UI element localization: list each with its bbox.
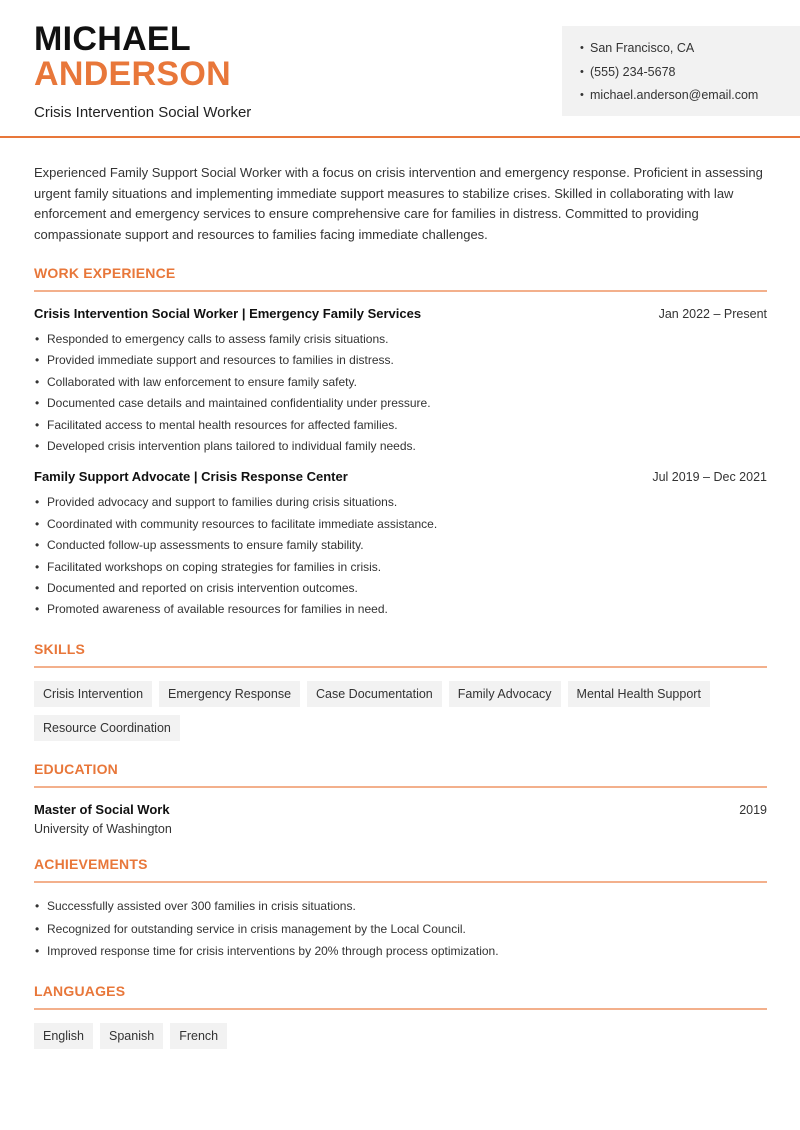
summary: Experienced Family Support Social Worker with a focus on crisis intervention and emergency response. Proficient in assessing urgent family situations and implementing immediate support measures to stabilize crises. Skilled in collaborating with law enforcement and emergency services to ensure comprehensive care for families in distress. Committed to providing compassionate support and resources to families facing immediate challenges. xyxy=(34,165,763,242)
resume-content xyxy=(34,163,767,1049)
skills-tags xyxy=(34,681,767,741)
job-bullet: • Promoted awareness of available resources for families in need. xyxy=(47,599,767,620)
section-title-education: EDUCATION xyxy=(34,761,767,788)
job-role: Family Support Advocate | Crisis Response Center xyxy=(34,469,348,485)
job-header xyxy=(34,469,767,484)
name-block xyxy=(34,22,251,121)
job-bullet: • Developed crisis intervention plans tailored to individual family needs. xyxy=(47,436,767,457)
job-bullet: • Responded to emergency calls to assess family crisis situations. xyxy=(47,329,767,350)
education-entry xyxy=(34,802,767,836)
job-bullets xyxy=(34,329,767,457)
achievement-bullet: • Recognized for outstanding service in crisis management by the Local Council. xyxy=(47,918,767,941)
skill-tag: Emergency Response xyxy=(159,681,300,707)
contact-phone xyxy=(580,64,800,88)
job-bullets xyxy=(34,492,767,620)
contact-email xyxy=(580,87,800,111)
phone-text: (555) 234-5678 xyxy=(590,64,676,79)
job-entry xyxy=(34,469,767,620)
skill-tag: Mental Health Support xyxy=(568,681,710,707)
email-text: michael.anderson@email.com xyxy=(590,88,759,102)
job-entry xyxy=(34,306,767,457)
contact-box xyxy=(562,26,800,116)
languages-section xyxy=(34,983,767,1049)
job-dates: Jan 2022 – Present xyxy=(658,307,767,321)
job-role: Crisis Intervention Social Worker | Emergency Family Services xyxy=(34,306,422,321)
contact-location xyxy=(580,40,800,64)
job-bullet: • Provided advocacy and support to families during crisis situations. xyxy=(47,492,767,513)
achievements-section xyxy=(34,856,767,963)
language-tag: French xyxy=(170,1023,227,1049)
bullet-icon: • xyxy=(580,65,584,78)
job-bullet: • Provided immediate support and resources to families in distress. xyxy=(47,350,767,371)
section-title-skills: SKILLS xyxy=(34,641,767,668)
job-bullet: • Facilitated workshops on coping strategies for families in crisis. xyxy=(47,557,767,578)
skill-tag: Crisis Intervention xyxy=(34,681,152,707)
first-name: MICHAEL xyxy=(34,20,191,58)
job-bullet: • Facilitated access to mental health resources for affected families. xyxy=(47,415,767,436)
section-title-achievements: ACHIEVEMENTS xyxy=(34,856,767,883)
skills-section xyxy=(34,641,767,741)
job-header xyxy=(34,306,767,321)
location-text: San Francisco, CA xyxy=(590,41,695,55)
achievement-bullets xyxy=(34,895,767,963)
language-tags xyxy=(34,1023,767,1049)
job-bullet: • Coordinated with community resources to facilitate immediate assistance. xyxy=(47,514,767,535)
resume-header xyxy=(0,0,800,138)
education-section xyxy=(34,761,767,836)
achievement-bullet: • Successfully assisted over 300 families in crisis situations. xyxy=(47,895,767,918)
job-bullet: • Documented case details and maintained confidentiality under pressure. xyxy=(47,393,767,414)
skill-tag: Resource Coordination xyxy=(34,715,180,741)
section-title-languages: LANGUAGES xyxy=(34,983,767,1010)
education-year: 2019 xyxy=(739,802,767,817)
language-tag: Spanish xyxy=(100,1023,163,1049)
achievement-bullet: • Improved response time for crisis interventions by 20% through process optimization. xyxy=(47,940,767,963)
section-title-work: WORK EXPERIENCE xyxy=(34,265,767,292)
bullet-icon: • xyxy=(580,42,584,54)
job-dates: Jul 2019 – Dec 2021 xyxy=(652,470,767,485)
job-bullet: • Collaborated with law enforcement to ensure family safety. xyxy=(47,372,767,393)
last-name: ANDERSON xyxy=(34,55,231,93)
education-school: University of Washington xyxy=(34,821,172,836)
bullet-icon: • xyxy=(580,89,584,101)
job-bullet: • Conducted follow-up assessments to ensure family stability. xyxy=(47,535,767,556)
job-bullet: • Documented and reported on crisis intervention outcomes. xyxy=(47,578,767,599)
education-header xyxy=(34,802,767,817)
language-tag: English xyxy=(34,1023,93,1049)
skill-tag: Case Documentation xyxy=(307,681,442,707)
work-section xyxy=(34,265,767,621)
job-title: Crisis Intervention Social Worker xyxy=(34,104,252,121)
skill-tag: Family Advocacy xyxy=(449,681,561,707)
education-degree: Master of Social Work xyxy=(34,801,170,817)
